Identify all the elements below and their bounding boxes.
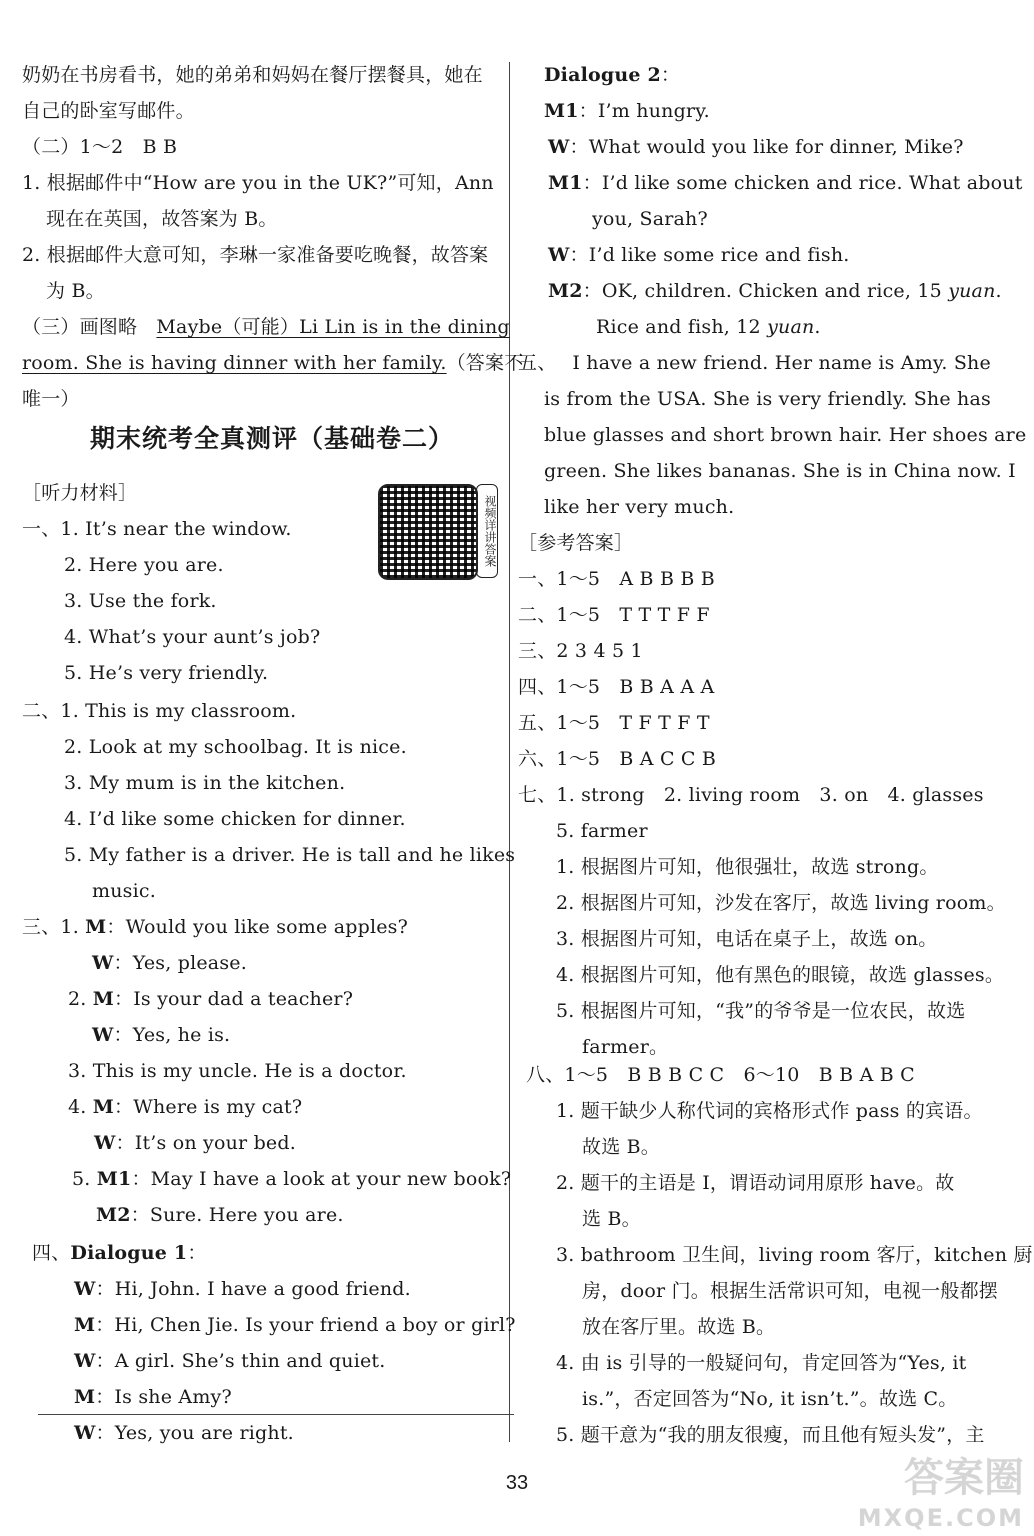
text-line: 自己的卧室写邮件。 (22, 100, 195, 122)
text-segment: ：What would you like for dinner, Mike? (569, 136, 964, 158)
speaker-label: M2 (96, 1204, 131, 1226)
text-line (548, 134, 964, 160)
speaker-label: M2 (548, 280, 583, 302)
explanation-line: 5. 根据图片可知，“我”的爷爷是一位农民，故选 (556, 1000, 966, 1022)
text-line: 2. Look at my schoolbag. It is nice. (64, 736, 407, 758)
text-line (22, 350, 523, 376)
text-segment: ：I’d like some rice and fish. (569, 244, 850, 266)
text-line (74, 1312, 516, 1338)
section-title: 期末统考全真测评（基础卷二） (90, 424, 455, 453)
text-segment: 4. (68, 1096, 93, 1118)
text-segment: ：Yes, he is. (113, 1024, 231, 1046)
text-line: 3. This is my uncle. He is a doctor. (68, 1060, 407, 1082)
text-line (74, 1384, 232, 1410)
text-line (92, 1022, 230, 1048)
text-segment: Rice and fish, 12 (596, 316, 768, 338)
speaker-label: M1 (544, 100, 579, 122)
italic-word: yuan (948, 280, 996, 302)
explanation-line: 4. 根据图片可知，他有黑色的眼镜，故选 glasses。 (556, 964, 1005, 986)
text-line (32, 1240, 207, 1266)
text-segment: ：It’s on your bed. (115, 1132, 296, 1154)
speaker-label: W (548, 244, 570, 266)
text-line (548, 242, 850, 268)
text-segment: ：OK, children. Chicken and rice, 15 (582, 280, 949, 302)
text-line (68, 986, 353, 1012)
text-line: （二）1～2 B B (22, 136, 178, 158)
text-line: like her very much. (544, 496, 735, 518)
explanation-line: 4. 由 is 引导的一般疑问句，肯定回答为“Yes, it (556, 1352, 967, 1374)
text-line: 1. 根据邮件中“How are you in the UK?”可知，Ann (22, 172, 494, 194)
text-line (544, 62, 680, 88)
answer-line: 四、1～5 B B A A A (518, 676, 715, 698)
explanation-line: is.”，否定回答为“No, it isn’t.”。故选 C。 (582, 1388, 958, 1410)
explanation-line: 2. 题干的主语是 I，谓语动词用原形 have。故 (556, 1172, 955, 1194)
text-line (544, 98, 710, 124)
text-line: 为 B。 (46, 280, 105, 302)
text-segment: ： (660, 64, 681, 86)
section-header: ［参考答案］ (518, 532, 634, 554)
explanation-line: 故选 B。 (582, 1136, 661, 1158)
watermark-bottom: MXQE.COM (857, 1504, 1024, 1532)
text-line: 2. Here you are. (64, 554, 224, 576)
explanation-line: 3. bathroom 卫生间，living room 客厅，kitchen 厨 (556, 1244, 1033, 1266)
text-segment: ：Sure. Here you are. (130, 1204, 344, 1226)
answer-line: 二、1～5 T T T F F (518, 604, 710, 626)
text-segment: ：I’d like some chicken and rice. What about (582, 172, 1023, 194)
column-divider (509, 62, 510, 1442)
italic-word: yuan (767, 316, 815, 338)
speaker-label: W (74, 1278, 96, 1300)
section-header: ［听力材料］ (22, 482, 138, 504)
answer-line: 七、1. strong 2. living room 3. on 4. glasses (518, 784, 984, 806)
speaker-label: W (94, 1132, 116, 1154)
text-segment: （三）画图略 (22, 316, 157, 338)
speaker-label: W (92, 952, 114, 974)
text-line: 5. My father is a driver. He is tall and he likes (64, 844, 516, 866)
text-segment: （答案不 (446, 352, 524, 374)
explanation-line: 房，door 门。根据生活常识可知，电视一般都摆 (582, 1280, 998, 1302)
text-line: 现在在英国，故答案为 B。 (46, 208, 278, 230)
speaker-label: W (74, 1422, 96, 1444)
text-line (22, 914, 408, 940)
answer-line: 八、1～5 B B B C C 6～10 B B A B C (526, 1064, 915, 1086)
text-segment: ：A girl. She’s thin and quiet. (95, 1350, 386, 1372)
text-line: music. (92, 880, 156, 902)
explanation-line: farmer。 (582, 1036, 669, 1058)
text-segment: ：Yes, you are right. (95, 1422, 294, 1444)
speaker-label: W (92, 1024, 114, 1046)
text-line: 二、1. This is my classroom. (22, 700, 297, 722)
speaker-label: W (74, 1350, 96, 1372)
text-line (68, 1094, 302, 1120)
text-segment: 5. (72, 1168, 97, 1190)
explanation-line: 选 B。 (582, 1208, 641, 1230)
speaker-label: M1 (548, 172, 583, 194)
text-line: 奶奶在书房看书，她的弟弟和妈妈在餐厅摆餐具，她在 (22, 64, 483, 86)
text-line (74, 1348, 386, 1374)
qr-label: 视频详讲答案 (476, 484, 498, 578)
text-segment: 三、1. (22, 916, 86, 938)
speaker-label: M (92, 1096, 115, 1118)
page-number: 33 (505, 1472, 529, 1494)
speaker-label: M (92, 988, 115, 1010)
text-line: is from the USA. She is very friendly. She has (544, 388, 991, 410)
speaker-label: M1 (96, 1168, 132, 1190)
text-line (72, 1166, 511, 1192)
explanation-line: 2. 根据图片可知，沙发在客厅，故选 living room。 (556, 892, 1006, 914)
text-line (596, 314, 821, 340)
text-line (92, 950, 247, 976)
text-line (22, 314, 510, 340)
explanation-line: 3. 根据图片可知，电话在桌子上，故选 on。 (556, 928, 938, 950)
text-line: 3. Use the fork. (64, 590, 217, 612)
text-line: 五、 I have a new friend. Her name is Amy. She (518, 352, 991, 374)
text-segment: ： (187, 1242, 207, 1264)
text-line: 4. I’d like some chicken for dinner. (64, 808, 406, 830)
text-segment: ：Yes, please. (113, 952, 247, 974)
text-line: 唯一） (22, 388, 80, 410)
explanation-line: 1. 根据图片可知，他很强壮，故选 strong。 (556, 856, 939, 878)
text-segment: ：Where is my cat? (114, 1096, 303, 1118)
dialogue-label: Dialogue 1 (70, 1242, 188, 1264)
bottom-rule (38, 1414, 514, 1415)
text-line (96, 1202, 344, 1228)
answer-line: 一、1～5 A B B B B (518, 568, 715, 590)
text-segment: ：Is your dad a teacher? (114, 988, 354, 1010)
text-line: 3. My mum is in the kitchen. (64, 772, 346, 794)
watermark-top: 答案圈 (904, 1455, 1024, 1501)
text-segment: ：Hi, Chen Jie. Is your friend a boy or girl? (95, 1314, 516, 1336)
text-segment: 四、 (32, 1242, 71, 1264)
text-segment: ：May I have a look at your new book? (131, 1168, 512, 1190)
text-segment: . (814, 316, 821, 338)
text-line: you, Sarah? (592, 208, 708, 230)
text-line: 4. What’s your aunt’s job? (64, 626, 321, 648)
explanation-line: 5. 题干意为“我的朋友很瘦，而且他有短头发”，主 (556, 1424, 985, 1446)
text-segment: . (995, 280, 1002, 302)
speaker-label: W (548, 136, 570, 158)
qr-code-icon[interactable] (378, 484, 478, 580)
dialogue-label: Dialogue 2 (544, 64, 661, 86)
text-segment: ：Would you like some apples? (106, 916, 408, 938)
text-line: 5. He’s very friendly. (64, 662, 269, 684)
text-line: green. She likes bananas. She is in China now. I (544, 460, 1016, 482)
text-segment: 2. (68, 988, 93, 1010)
explanation-line: 放在客厅里。故选 B。 (582, 1316, 776, 1338)
text-line (74, 1420, 294, 1446)
text-line (74, 1276, 411, 1302)
speaker-label: M (74, 1386, 96, 1408)
text-line: blue glasses and short brown hair. Her shoes are (544, 424, 1027, 446)
text-segment: ：Hi, John. I have a good friend. (95, 1278, 411, 1300)
text-segment: ：I’m hungry. (578, 100, 710, 122)
text-segment: ：Is she Amy? (95, 1386, 232, 1408)
text-line: 一、1. It’s near the window. (22, 518, 292, 540)
answer-line: 三、2 3 4 5 1 (518, 640, 643, 662)
answer-line: 五、1～5 T F T F T (518, 712, 710, 734)
underlined-answer: Maybe（可能）Li Lin is in the dining (156, 316, 510, 338)
explanation-line: 1. 题干缺少人称代词的宾格形式作 pass 的宾语。 (556, 1100, 983, 1122)
text-line (548, 278, 1002, 304)
text-line (548, 170, 1023, 196)
watermark-logo (857, 1446, 1030, 1532)
text-line (94, 1130, 296, 1156)
underlined-answer: room. She is having dinner with her family. (22, 352, 447, 374)
speaker-label: M (74, 1314, 96, 1336)
answer-line: 5. farmer (556, 820, 648, 842)
answer-line: 六、1～5 B A C C B (518, 748, 717, 770)
text-line: 2. 根据邮件大意可知，李琳一家准备要吃晚餐，故答案 (22, 244, 489, 266)
speaker-label: M (85, 916, 107, 938)
